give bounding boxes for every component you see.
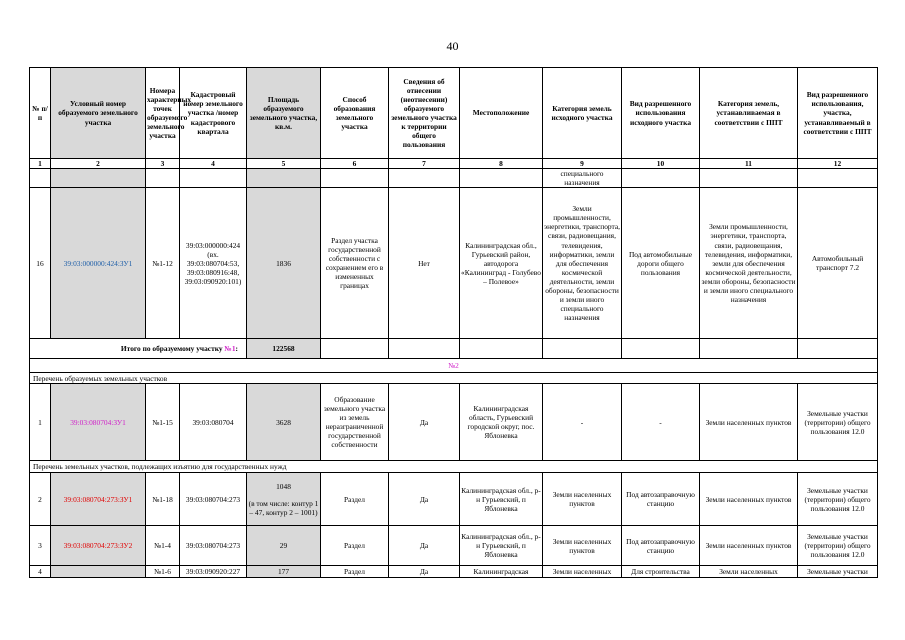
header-cell: Условный номер образуемого земельного участка: [51, 68, 146, 159]
table-cell: Под автозаправочную станцию: [622, 526, 700, 566]
total-label: Итого по образуемому участку №1:: [30, 339, 247, 359]
header-cell: Вид разрешенного использования, участка, устанавливаемый в соответствии с ППТ: [798, 68, 878, 159]
table-cell: Земли населенных пунктов: [700, 473, 798, 526]
column-number: 9: [543, 159, 622, 169]
table-cell: 4: [30, 566, 51, 578]
table-cell: специального назначения: [543, 169, 622, 188]
table-cell: Земли населенных: [700, 566, 798, 578]
table-row: [30, 526, 878, 566]
column-number: 2: [51, 159, 146, 169]
header-cell: Категория земель исходного участка: [543, 68, 622, 159]
table-cell: 3628: [247, 384, 321, 461]
table-cell: Да: [389, 384, 460, 461]
table-cell: Земли населенных пунктов: [543, 526, 622, 566]
table-cell: Земли промышленности, энергетики, транспорта, связи, радиовещания, телевидения, информатики, земли для обеспечения космической деятельности, земли обороны, безопасности и земли иного специального назначения: [700, 188, 798, 339]
header-cell: Вид разрешенного использования исходного участка: [622, 68, 700, 159]
column-number: 4: [180, 159, 247, 169]
table-cell: -: [622, 384, 700, 461]
plot-id: 39:03:080704:273:ЗУ2: [51, 526, 146, 566]
table-cell: Калининградская обл., р-н Гурьевский, п Яблоневка: [460, 473, 543, 526]
table-cell: 39:03:000000:424 (вх. 39:03:080704:53, 39:03:080916:48, 39:03:090920:101): [180, 188, 247, 339]
table-cell: 177: [247, 566, 321, 578]
plot-id: 39:03:080704:273:ЗУ1: [51, 473, 146, 526]
table-cell: Земельные участки (территории) общего пользования 12.0: [798, 526, 878, 566]
land-plots-table: [29, 67, 878, 578]
subsection-title: Перечень образуемых земельных участков: [30, 373, 878, 384]
table-cell: 3: [30, 526, 51, 566]
table-cell: 39:03:090920:227: [180, 566, 247, 578]
column-number: 5: [247, 159, 321, 169]
table-cell: 39:03:080704:273: [180, 526, 247, 566]
table-cell: Калининградская: [460, 566, 543, 578]
table-cell: Да: [389, 473, 460, 526]
table-cell: [247, 473, 321, 526]
table-cell: -: [543, 384, 622, 461]
table-cell: №1-6: [146, 566, 180, 578]
total-value: 122568: [247, 339, 321, 359]
table-cell: Земельные участки (территории) общего пользования 12.0: [798, 384, 878, 461]
plot-id: [51, 566, 146, 578]
table-cell: 16: [30, 188, 51, 339]
table-row: [30, 473, 878, 526]
header-cell: Площадь образуемого земельного участка, кв.м.: [247, 68, 321, 159]
header-cell: Кадастровый номер земельного участка /номер кадастрового квартала: [180, 68, 247, 159]
column-number: 7: [389, 159, 460, 169]
table-cell: Под автомобильные дороги общего пользования: [622, 188, 700, 339]
table-cell: Раздел: [321, 473, 389, 526]
header-cell: Способ образования земельного участка: [321, 68, 389, 159]
table-cell: 29: [247, 526, 321, 566]
table-cell: Земли населенных: [543, 566, 622, 578]
total-row: [30, 339, 878, 359]
table-cell: Калининградская область, Гурьевский городской округ, пос. Яблоневка: [460, 384, 543, 461]
table-cell: 39:03:080704: [180, 384, 247, 461]
table-row: [30, 566, 878, 578]
column-number: 1: [30, 159, 51, 169]
plot-id: 39:03:080704:ЗУ1: [51, 384, 146, 461]
column-number: 10: [622, 159, 700, 169]
table-cell: Да: [389, 526, 460, 566]
header-cell: Номера характерных точек образуемого земельного участка: [146, 68, 180, 159]
table-cell: 39:03:080704:273: [180, 473, 247, 526]
table-cell: Калининградская обл., Гурьевский район, автодорога «Калининград - Голубево – Полевое»: [460, 188, 543, 339]
table-row: [30, 384, 878, 461]
subsection-row: [30, 461, 878, 473]
section-title-row: [30, 359, 878, 373]
table-cell: Образование земельного участка из земель неразграниченной государственной собственности: [321, 384, 389, 461]
table-cell: Под автозаправочную станцию: [622, 473, 700, 526]
column-number: 3: [146, 159, 180, 169]
column-number: 8: [460, 159, 543, 169]
plot-id: 39:03:000000:424:ЗУ1: [51, 188, 146, 339]
subsection-title: Перечень земельных участков, подлежащих изъятию для государственных нужд: [30, 461, 878, 473]
header-cell: Категория земель, устанавливаемая в соответствии с ППТ: [700, 68, 798, 159]
column-number: 11: [700, 159, 798, 169]
table-row: [30, 188, 878, 339]
table-cell: 2: [30, 473, 51, 526]
table-cell: Земельные участки (территории) общего пользования 12.0: [798, 473, 878, 526]
table-cell: №1-15: [146, 384, 180, 461]
table-cell: Земли населенных пунктов: [700, 384, 798, 461]
table-cell: 1836: [247, 188, 321, 339]
header-cell: № п/п: [30, 68, 51, 159]
table-row: [30, 169, 878, 188]
column-number: 12: [798, 159, 878, 169]
table-cell: №1-4: [146, 526, 180, 566]
table-cell: Раздел: [321, 526, 389, 566]
table-cell: Раздел: [321, 566, 389, 578]
subsection-row: [30, 373, 878, 384]
table-cell: Для строительства: [622, 566, 700, 578]
table-cell: Калининградская обл., р-н Гурьевский, п Яблоневка: [460, 526, 543, 566]
area-note: (в том числе: контур 1 – 47, контур 2 – 1001): [248, 498, 319, 517]
column-number: 6: [321, 159, 389, 169]
header-cell: Сведения об отнесении (неотнесении) образуемого земельного участка к территории общего пользования: [389, 68, 460, 159]
table-cell: Автомобильный транспорт 7.2: [798, 188, 878, 339]
table-cell: №1-12: [146, 188, 180, 339]
column-number-row: [30, 159, 878, 169]
area-value: 1048: [276, 481, 291, 491]
table-cell: Земли промышленности, энергетики, транспорта, связи, радиовещания, телевидения, информатики, земли для обеспечения космической деятельности, земли обороны, безопасности и земли иного специального назначения: [543, 188, 622, 339]
table-cell: Земли населенных пунктов: [543, 473, 622, 526]
table-cell: Да: [389, 566, 460, 578]
table-cell: 1: [30, 384, 51, 461]
header-row: [30, 68, 878, 159]
table-cell: Раздел участка государственной собственности с сохранением его в измененных границах: [321, 188, 389, 339]
header-cell: Местоположение: [460, 68, 543, 159]
table-cell: Нет: [389, 188, 460, 339]
table-cell: Земельные участки: [798, 566, 878, 578]
table-cell: Земли населенных пунктов: [700, 526, 798, 566]
section-title: №2: [30, 359, 878, 373]
page-number: 40: [446, 39, 459, 53]
table-cell: №1-18: [146, 473, 180, 526]
